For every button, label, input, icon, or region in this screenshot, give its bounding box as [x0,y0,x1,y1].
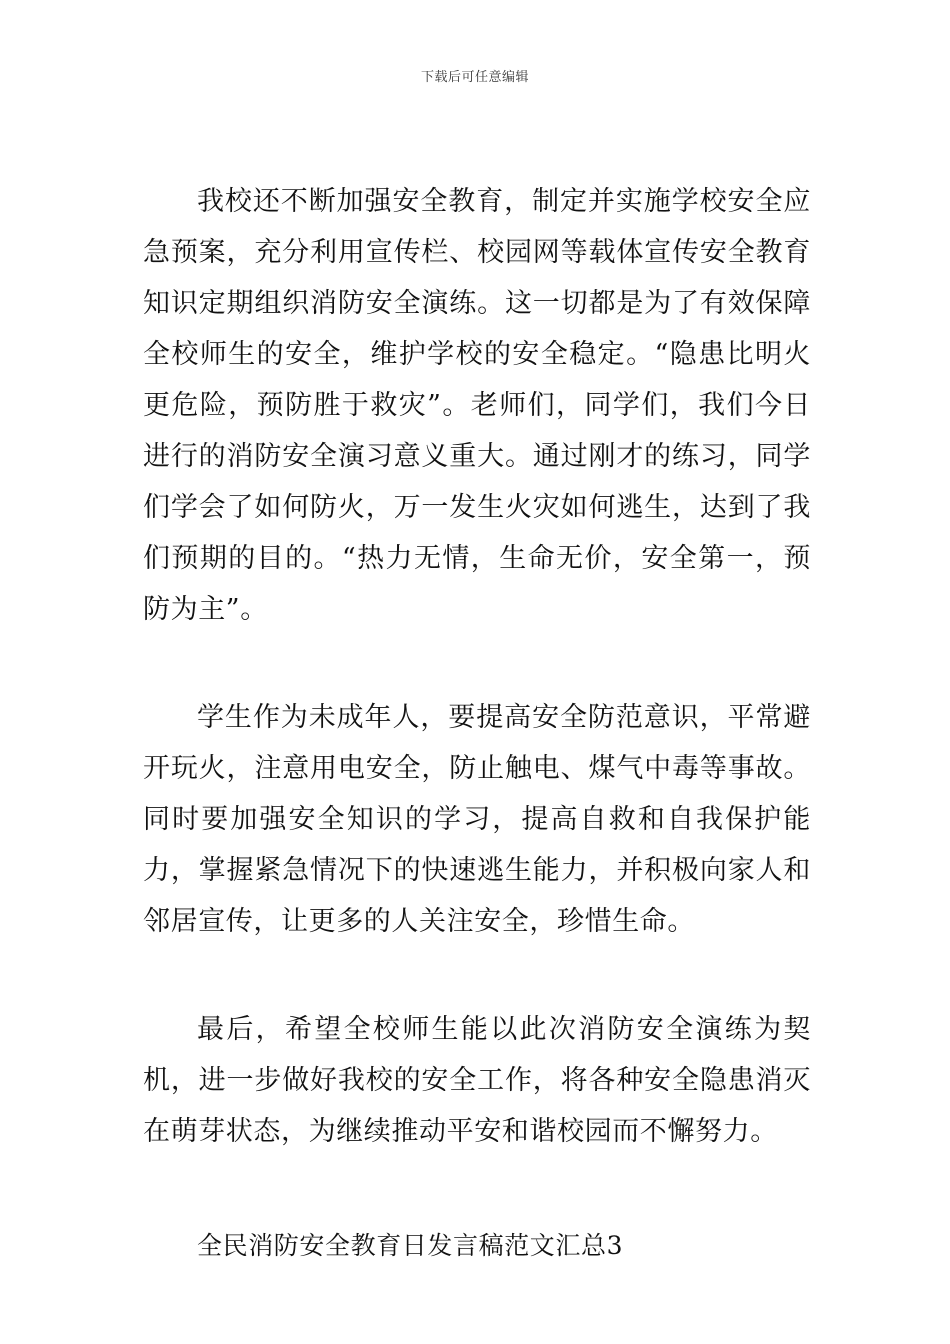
page-header-note: 下载后可任意编辑 [420,70,529,85]
paragraph-closing-hope: 最后，希望全校师生能以此次消防安全演练为契机，进一步做好我校的安全工作，将各种安全隐患消灭在萌芽状态，为继续推动平安和谐校园而不懈努力。 [143,1014,811,1147]
paragraph-safety-education: 我校还不断加强安全教育，制定并实施学校安全应急预案，充分利用宣传栏、校园网等载体宣传安全教育知识定期组织消防安全演练。这一切都是为了有效保障全校师生的安全，维护学校的安全稳定。“隐患比明火更危险，预防胜于救灾”。老师们，同学们，我们今日进行的消防安全演习意义重大。通过刚才的练习，同学们学会了如何防火，万一发生火灾如何逃生，达到了我们预期的目的。“热力无情，生命无价，安全第一，预防为主”。 [143,186,811,625]
section-heading: 全民消防安全教育日发言稿范文汇总3 [197,1231,624,1260]
paragraph-student-awareness: 学生作为未成年人，要提高安全防范意识，平常避开玩火，注意用电安全，防止触电、煤气中毒等事故。同时要加强安全知识的学习，提高自救和自我保护能力，掌握紧急情况下的快速逃生能力，并积极向家人和邻居宣传，让更多的人关注安全，珍惜生命。 [143,702,811,937]
document-body [143,176,811,1271]
